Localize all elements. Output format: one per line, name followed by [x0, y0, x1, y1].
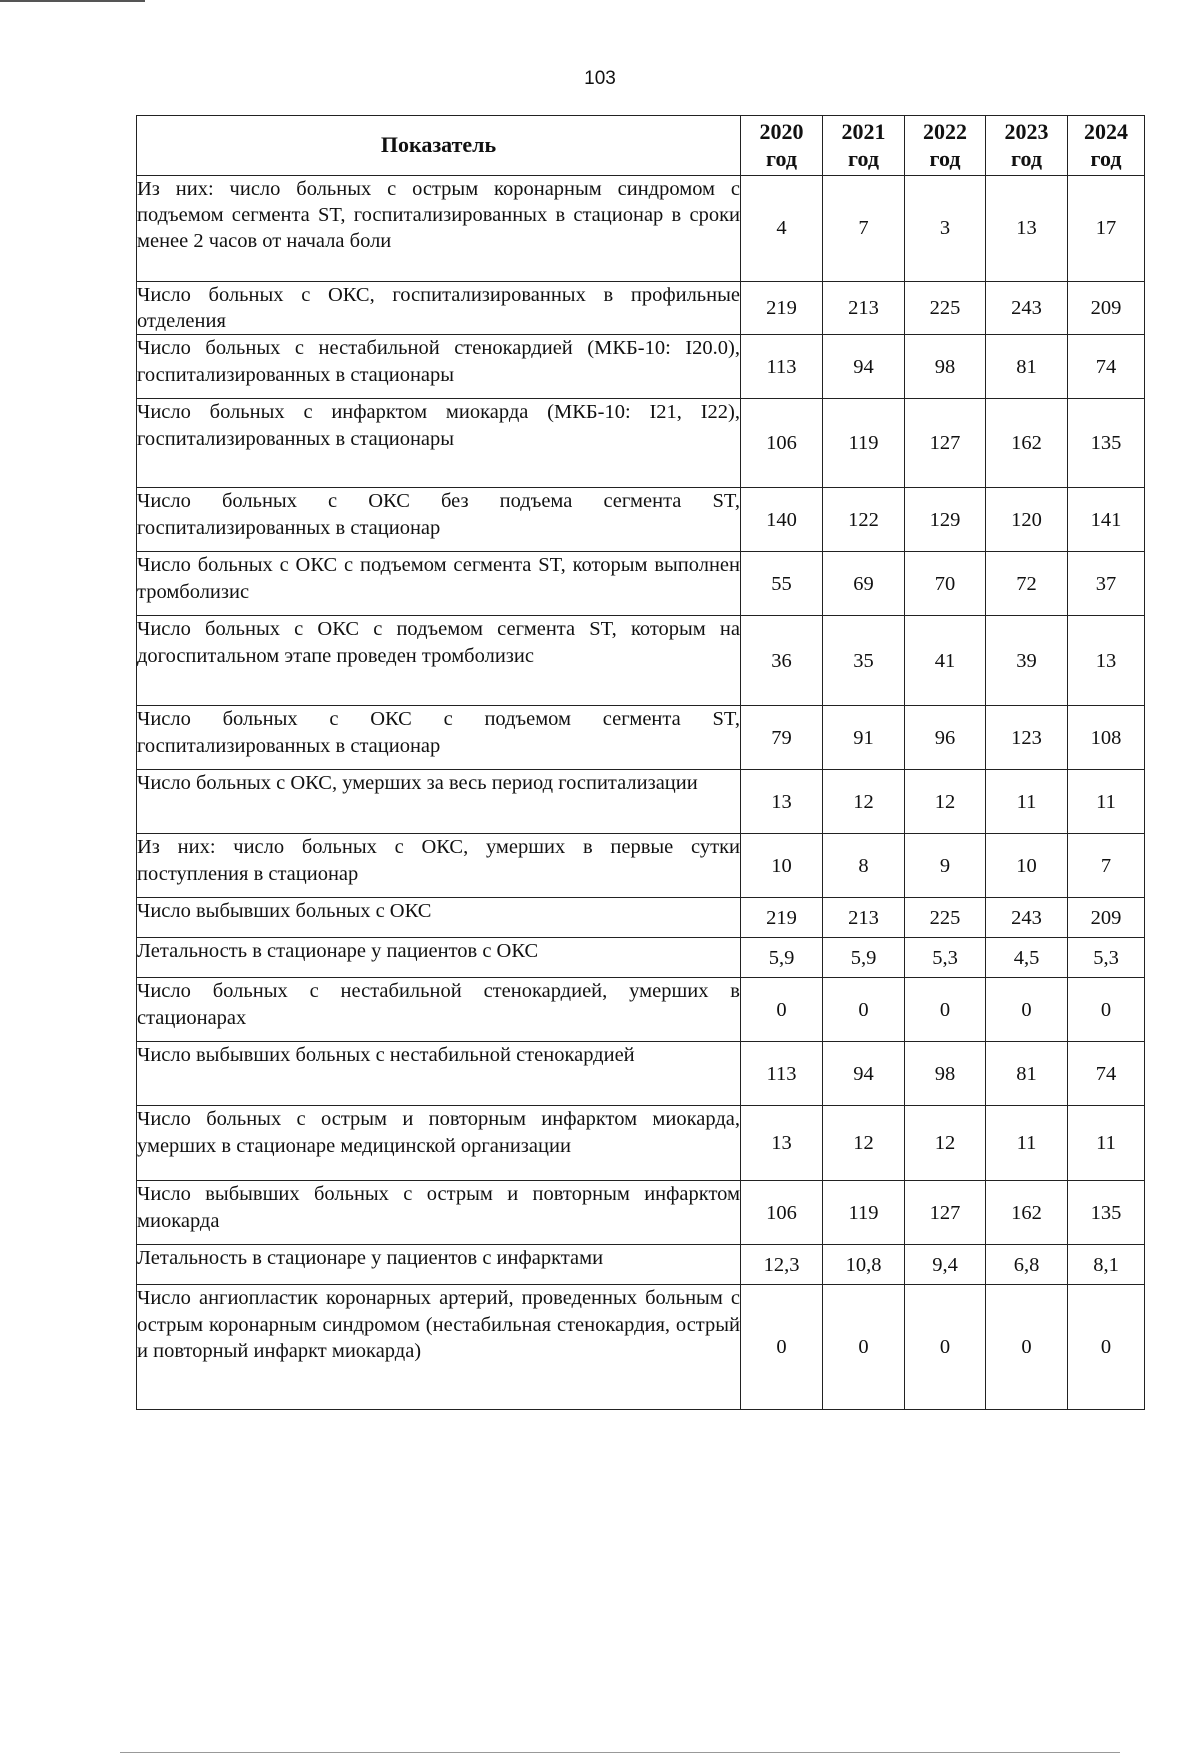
- row-value-4: 5,3: [1068, 938, 1145, 978]
- row-value-4: 135: [1068, 1181, 1145, 1245]
- row-label: Число больных с острым и повторным инфарктом миокарда, умерших в стационаре медицинской организации: [137, 1106, 741, 1181]
- row-value-3: 4,5: [986, 938, 1068, 978]
- header-year-number: 2024: [1084, 118, 1128, 144]
- row-value-4: 74: [1068, 335, 1145, 399]
- row-value-2: 5,3: [905, 938, 986, 978]
- row-value-1: 119: [823, 399, 905, 488]
- row-value-3: 72: [986, 552, 1068, 616]
- row-value-1: 8: [823, 834, 905, 898]
- row-label: Из них: число больных с острым коронарным синдромом с подъемом сегмента ST, госпитализированных в стационар в сроки менее 2 часов от начала боли: [137, 176, 741, 282]
- table-row: [137, 488, 1145, 552]
- row-value-4: 141: [1068, 488, 1145, 552]
- header-year-4: [1068, 116, 1145, 176]
- row-value-0: 55: [741, 552, 823, 616]
- data-table: [136, 115, 1145, 1410]
- row-value-1: 94: [823, 335, 905, 399]
- row-value-0: 13: [741, 770, 823, 834]
- row-label: Летальность в стационаре у пациентов с инфарктами: [137, 1245, 741, 1285]
- row-value-0: 13: [741, 1106, 823, 1181]
- row-value-3: 123: [986, 706, 1068, 770]
- row-value-0: 106: [741, 399, 823, 488]
- row-value-3: 39: [986, 616, 1068, 706]
- row-value-1: 7: [823, 176, 905, 282]
- table-row: [137, 1181, 1145, 1245]
- row-value-3: 10: [986, 834, 1068, 898]
- row-value-1: 12: [823, 770, 905, 834]
- table-row: [137, 552, 1145, 616]
- row-value-4: 209: [1068, 282, 1145, 335]
- row-label: Из них: число больных с ОКС, умерших в первые сутки поступления в стационар: [137, 834, 741, 898]
- row-label: Число больных с ОКС с подъемом сегмента ST, которым выполнен тромболизис: [137, 552, 741, 616]
- row-value-2: 225: [905, 898, 986, 938]
- table-body: [137, 176, 1145, 1410]
- table-row: [137, 282, 1145, 335]
- row-value-2: 96: [905, 706, 986, 770]
- row-value-0: 219: [741, 282, 823, 335]
- row-value-0: 12,3: [741, 1245, 823, 1285]
- table-row: [137, 1285, 1145, 1410]
- row-value-4: 7: [1068, 834, 1145, 898]
- row-value-4: 37: [1068, 552, 1145, 616]
- row-value-0: 219: [741, 898, 823, 938]
- scan-edge-top: [0, 0, 145, 2]
- row-value-1: 69: [823, 552, 905, 616]
- row-value-2: 127: [905, 1181, 986, 1245]
- row-value-0: 0: [741, 1285, 823, 1410]
- row-value-1: 0: [823, 1285, 905, 1410]
- table-row: [137, 978, 1145, 1042]
- table-row: [137, 335, 1145, 399]
- row-value-1: 35: [823, 616, 905, 706]
- row-value-4: 13: [1068, 616, 1145, 706]
- row-value-3: 162: [986, 1181, 1068, 1245]
- row-value-4: 11: [1068, 1106, 1145, 1181]
- row-value-2: 9,4: [905, 1245, 986, 1285]
- row-value-1: 0: [823, 978, 905, 1042]
- header-year-number: 2023: [1004, 118, 1049, 144]
- row-value-2: 9: [905, 834, 986, 898]
- table-row: [137, 1245, 1145, 1285]
- header-year-unit: год: [766, 145, 797, 171]
- row-value-1: 5,9: [823, 938, 905, 978]
- table-row: [137, 399, 1145, 488]
- row-value-4: 0: [1068, 1285, 1145, 1410]
- row-value-2: 3: [905, 176, 986, 282]
- row-value-3: 243: [986, 282, 1068, 335]
- row-value-0: 10: [741, 834, 823, 898]
- row-value-2: 12: [905, 770, 986, 834]
- row-label: Число больных с ОКС, госпитализированных в профильные отделения: [137, 282, 741, 335]
- header-year-unit: год: [1090, 145, 1122, 171]
- row-value-1: 122: [823, 488, 905, 552]
- header-year-number: 2022: [923, 118, 967, 144]
- table-row: [137, 834, 1145, 898]
- row-label: Число больных с ОКС с подъемом сегмента ST, которым на догоспитальном этапе проведен тромболизис: [137, 616, 741, 706]
- row-value-2: 129: [905, 488, 986, 552]
- row-value-3: 162: [986, 399, 1068, 488]
- row-value-3: 0: [986, 1285, 1068, 1410]
- row-value-4: 135: [1068, 399, 1145, 488]
- table-row: [137, 1042, 1145, 1106]
- row-value-4: 108: [1068, 706, 1145, 770]
- row-value-2: 98: [905, 1042, 986, 1106]
- header-year-unit: год: [929, 145, 961, 171]
- header-year-3: [986, 116, 1068, 176]
- row-value-2: 225: [905, 282, 986, 335]
- row-value-0: 5,9: [741, 938, 823, 978]
- row-value-1: 91: [823, 706, 905, 770]
- row-value-0: 106: [741, 1181, 823, 1245]
- row-value-1: 213: [823, 282, 905, 335]
- row-value-1: 94: [823, 1042, 905, 1106]
- row-label: Число выбывших больных с нестабильной стенокардией: [137, 1042, 741, 1106]
- row-value-3: 81: [986, 1042, 1068, 1106]
- header-year-number: 2020: [759, 118, 804, 144]
- row-value-2: 98: [905, 335, 986, 399]
- header-indicator: Показатель: [137, 116, 741, 176]
- table-row: [137, 938, 1145, 978]
- row-value-3: 6,8: [986, 1245, 1068, 1285]
- row-value-3: 11: [986, 1106, 1068, 1181]
- row-value-2: 12: [905, 1106, 986, 1181]
- row-label: Число больных с ОКС, умерших за весь период госпитализации: [137, 770, 741, 834]
- row-value-4: 0: [1068, 978, 1145, 1042]
- row-value-1: 119: [823, 1181, 905, 1245]
- row-value-3: 81: [986, 335, 1068, 399]
- table-row: [137, 616, 1145, 706]
- table-header-row: [137, 116, 1145, 176]
- row-label: Число больных с ОКС без подъема сегмента ST, госпитализированных в стационар: [137, 488, 741, 552]
- row-value-3: 0: [986, 978, 1068, 1042]
- header-year-unit: год: [1011, 145, 1042, 171]
- row-label: Число больных с ОКС с подъемом сегмента ST, госпитализированных в стационар: [137, 706, 741, 770]
- table-row: [137, 706, 1145, 770]
- row-value-1: 10,8: [823, 1245, 905, 1285]
- header-year-1: [823, 116, 905, 176]
- row-value-0: 79: [741, 706, 823, 770]
- row-label: Число выбывших больных с острым и повторным инфарктом миокарда: [137, 1181, 741, 1245]
- row-value-2: 70: [905, 552, 986, 616]
- row-value-0: 36: [741, 616, 823, 706]
- row-value-4: 17: [1068, 176, 1145, 282]
- row-value-4: 8,1: [1068, 1245, 1145, 1285]
- header-year-0: [741, 116, 823, 176]
- row-value-3: 11: [986, 770, 1068, 834]
- header-year-number: 2021: [841, 118, 886, 144]
- row-value-2: 127: [905, 399, 986, 488]
- header-year-2: [905, 116, 986, 176]
- row-value-4: 209: [1068, 898, 1145, 938]
- row-value-1: 213: [823, 898, 905, 938]
- row-value-0: 0: [741, 978, 823, 1042]
- row-value-3: 120: [986, 488, 1068, 552]
- header-year-unit: год: [848, 145, 879, 171]
- row-value-2: 41: [905, 616, 986, 706]
- row-value-3: 13: [986, 176, 1068, 282]
- row-value-4: 74: [1068, 1042, 1145, 1106]
- row-label: Число больных с нестабильной стенокардией, умерших в стационарах: [137, 978, 741, 1042]
- row-value-0: 113: [741, 335, 823, 399]
- table-row: [137, 1106, 1145, 1181]
- scan-edge-bottom: [120, 1752, 1120, 1753]
- row-value-3: 243: [986, 898, 1068, 938]
- page-number: 103: [584, 68, 616, 89]
- row-value-0: 140: [741, 488, 823, 552]
- row-label: Число больных с инфарктом миокарда (МКБ-10: I21, I22), госпитализированных в стационары: [137, 399, 741, 488]
- table-row: [137, 898, 1145, 938]
- row-value-1: 12: [823, 1106, 905, 1181]
- row-label: Летальность в стационаре у пациентов с ОКС: [137, 938, 741, 978]
- row-value-0: 113: [741, 1042, 823, 1106]
- row-label: Число выбывших больных с ОКС: [137, 898, 741, 938]
- row-value-0: 4: [741, 176, 823, 282]
- row-value-4: 11: [1068, 770, 1145, 834]
- table-row: [137, 176, 1145, 282]
- row-value-2: 0: [905, 1285, 986, 1410]
- row-label: Число больных с нестабильной стенокардией (МКБ-10: I20.0), госпитализированных в стационары: [137, 335, 741, 399]
- row-label: Число ангиопластик коронарных артерий, проведенных больным с острым коронарным синдромом (нестабильная стенокардия, острый и повторный инфаркт миокарда): [137, 1285, 741, 1410]
- table-row: [137, 770, 1145, 834]
- row-value-2: 0: [905, 978, 986, 1042]
